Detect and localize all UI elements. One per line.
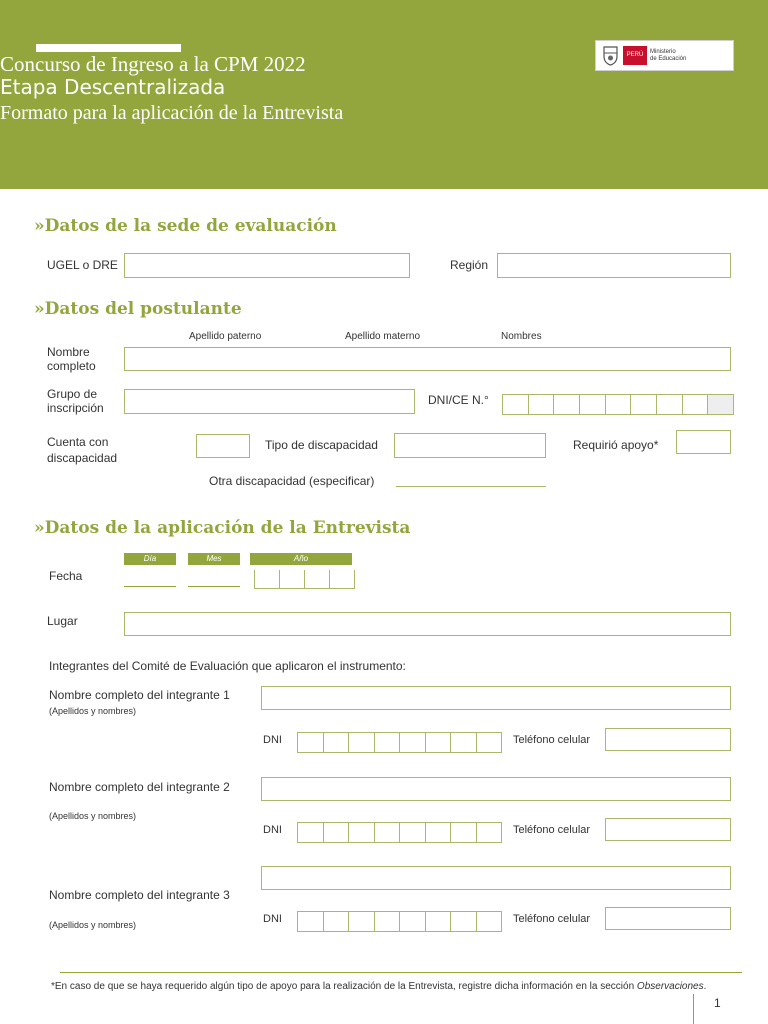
member1-dni-input[interactable] bbox=[297, 732, 502, 753]
member3-telefono-label: Teléfono celular bbox=[513, 913, 591, 925]
member3-dni-label: DNI bbox=[263, 913, 282, 925]
minedu-logo bbox=[595, 40, 734, 71]
discapacidad-label: Cuenta con discapacidad bbox=[47, 435, 118, 465]
member3-telefono-input[interactable] bbox=[605, 907, 731, 930]
tipo-discapacidad-label: Tipo de discapacidad bbox=[265, 438, 378, 452]
col-apellido-paterno: Apellido paterno bbox=[189, 331, 262, 342]
requirio-apoyo-input[interactable] bbox=[676, 430, 731, 454]
page-number: 1 bbox=[714, 996, 721, 1010]
member1-name-input[interactable] bbox=[261, 686, 731, 710]
mes-input[interactable] bbox=[188, 570, 240, 587]
section-title-sede: »Datos de la sede de evaluación bbox=[34, 216, 337, 236]
member2-dni-label: DNI bbox=[263, 824, 282, 836]
lugar-input[interactable] bbox=[124, 612, 731, 636]
member3-dni-input[interactable] bbox=[297, 911, 502, 932]
member2-name-input[interactable] bbox=[261, 777, 731, 801]
grupo-inscripcion-input[interactable] bbox=[124, 389, 415, 414]
member3-label: Nombre completo del integrante 3 bbox=[49, 888, 230, 902]
nombre-completo-input[interactable] bbox=[124, 347, 731, 371]
section-title-entrevista: »Datos de la aplicación de la Entrevista bbox=[34, 518, 411, 538]
integrantes-heading: Integrantes del Comité de Evaluación que aplicaron el instrumento: bbox=[49, 659, 406, 673]
ugel-input[interactable] bbox=[124, 253, 410, 278]
footnote: *En caso de que se haya requerido algún tipo de apoyo para la realización de la Entrevista, registre dicha información en la sección Observaciones. bbox=[51, 981, 707, 992]
region-input[interactable] bbox=[497, 253, 731, 278]
tipo-discapacidad-input[interactable] bbox=[394, 433, 546, 458]
footer-divider bbox=[60, 972, 742, 973]
dia-input[interactable] bbox=[124, 570, 176, 587]
member1-dni-label: DNI bbox=[263, 734, 282, 746]
anio-label: Año bbox=[250, 553, 352, 565]
dni-postulante-label: DNI/CE N.° bbox=[428, 393, 489, 407]
document-subtitle: Formato para la aplicación de la Entrevista bbox=[0, 102, 344, 124]
member1-label: Nombre completo del integrante 1 bbox=[49, 688, 230, 702]
member2-telefono-label: Teléfono celular bbox=[513, 824, 591, 836]
member1-telefono-label: Teléfono celular bbox=[513, 734, 591, 746]
mes-label: Mes bbox=[188, 553, 240, 565]
logo-country: PERÚ bbox=[623, 46, 647, 65]
dni-postulante-input[interactable] bbox=[502, 394, 734, 415]
document-title: Concurso de Ingreso a la CPM 2022 bbox=[0, 52, 306, 76]
member1-sub: (Apellidos y nombres) bbox=[49, 706, 137, 716]
nombre-label: Nombre completo bbox=[47, 345, 96, 373]
lugar-label: Lugar bbox=[47, 614, 78, 628]
member3-name-input[interactable] bbox=[261, 866, 731, 890]
fecha-label: Fecha bbox=[49, 569, 83, 583]
logo-ministry: Ministerio de Educación bbox=[650, 49, 687, 62]
otra-discapacidad-input[interactable] bbox=[396, 486, 546, 487]
discapacidad-input[interactable] bbox=[196, 434, 250, 458]
header-strip bbox=[36, 44, 181, 52]
member2-label: Nombre completo del integrante 2 bbox=[49, 780, 230, 794]
ugel-label: UGEL o DRE bbox=[47, 258, 118, 272]
member2-sub: (Apellidos y nombres) bbox=[49, 811, 137, 821]
page-number-divider bbox=[693, 994, 694, 1024]
coat-of-arms-icon bbox=[602, 45, 619, 66]
col-nombres: Nombres bbox=[501, 331, 542, 342]
member2-telefono-input[interactable] bbox=[605, 818, 731, 841]
dia-label: Día bbox=[124, 553, 176, 565]
region-label: Región bbox=[450, 258, 489, 272]
member3-sub: (Apellidos y nombres) bbox=[49, 920, 137, 930]
anio-input[interactable] bbox=[254, 570, 355, 589]
document-stage: Etapa Descentralizada bbox=[0, 75, 226, 99]
requirio-apoyo-label: Requirió apoyo* bbox=[573, 438, 659, 452]
member2-dni-input[interactable] bbox=[297, 822, 502, 843]
grupo-label: Grupo de inscripción bbox=[47, 387, 104, 415]
member1-telefono-input[interactable] bbox=[605, 728, 731, 751]
otra-discapacidad-label: Otra discapacidad (especificar) bbox=[209, 474, 375, 488]
col-apellido-materno: Apellido materno bbox=[345, 331, 421, 342]
section-title-postulante: »Datos del postulante bbox=[34, 299, 242, 319]
